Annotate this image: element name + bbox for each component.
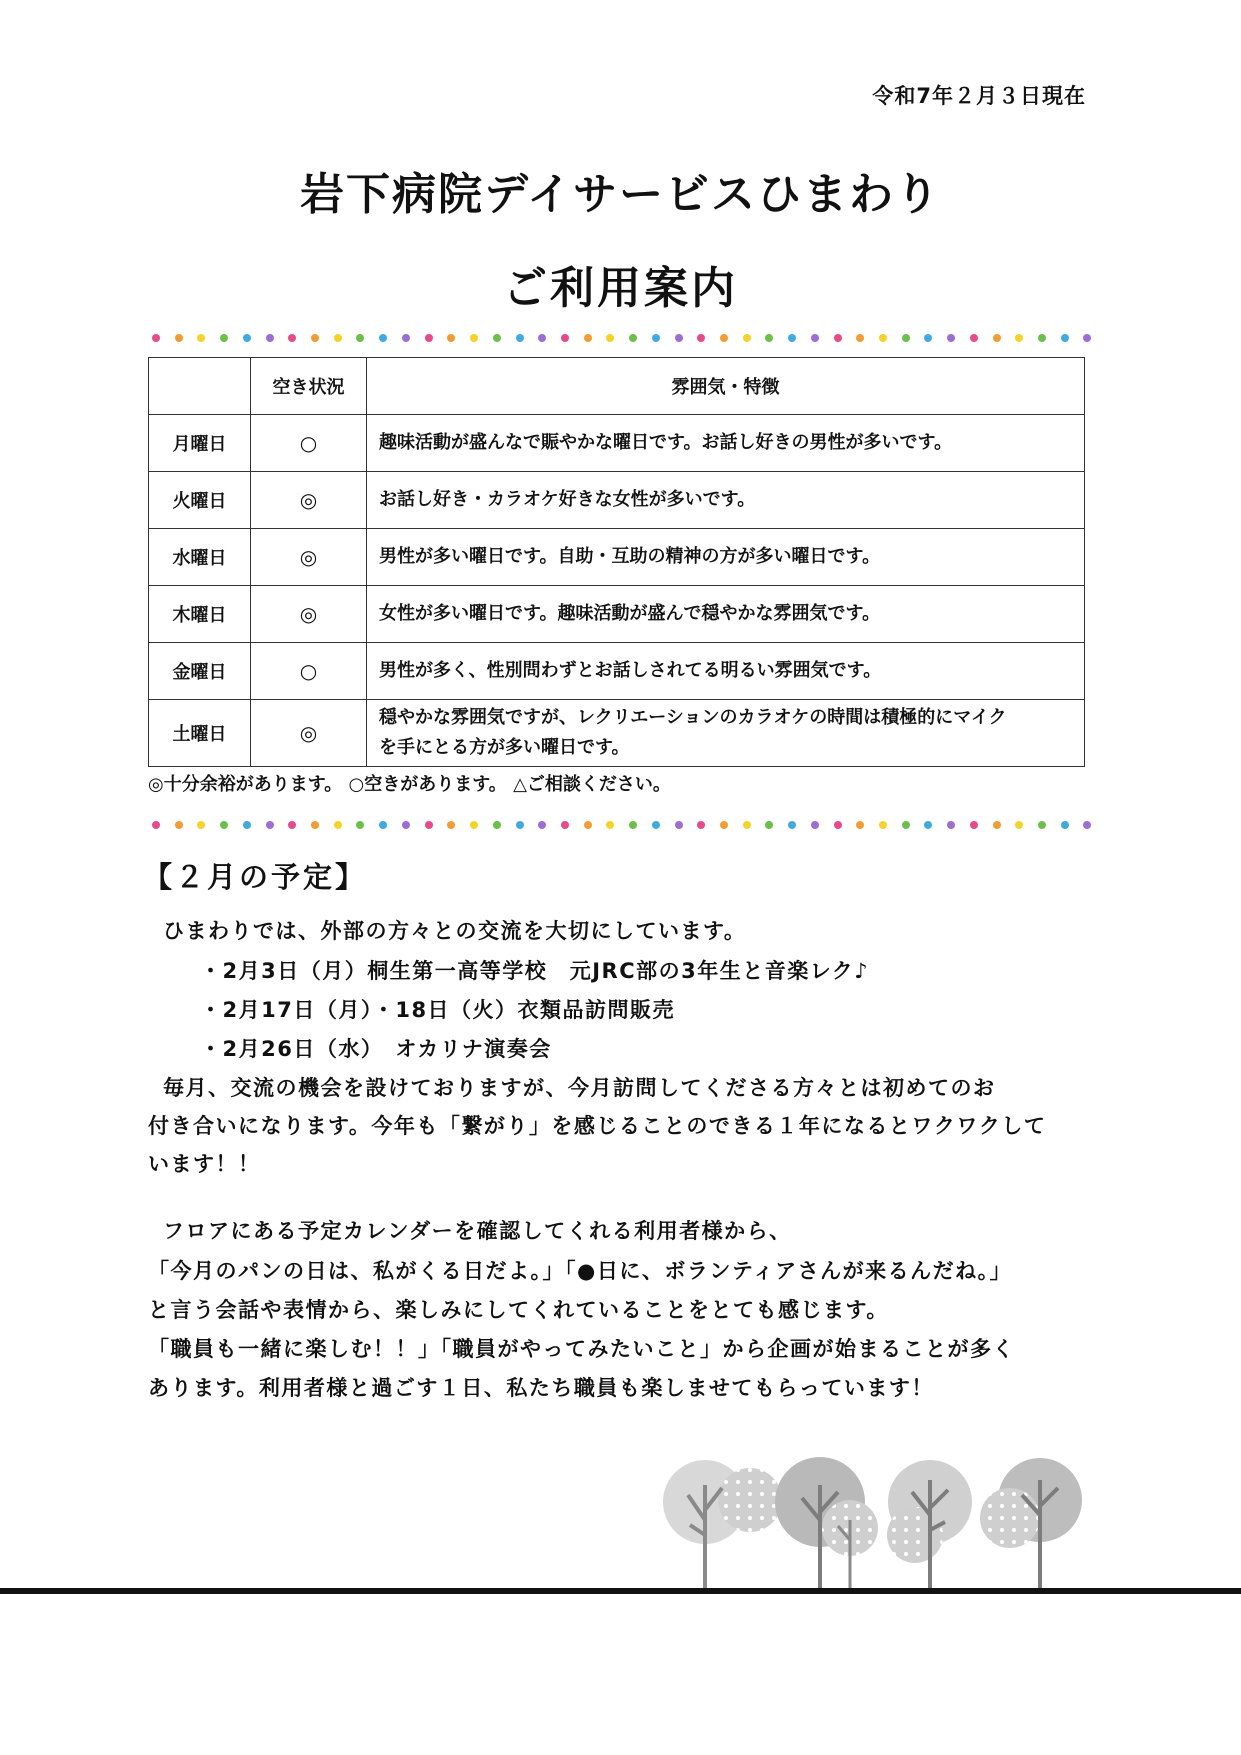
dot-icon bbox=[197, 334, 205, 342]
table-row bbox=[149, 700, 1085, 767]
dot-icon bbox=[1061, 821, 1069, 829]
dot-icon bbox=[947, 821, 955, 829]
dot-icon bbox=[175, 334, 183, 342]
dot-icon bbox=[356, 821, 364, 829]
day-cell: 水曜日 bbox=[149, 529, 251, 586]
dot-icon bbox=[470, 334, 478, 342]
dot-icon bbox=[447, 821, 455, 829]
tree-icon bbox=[663, 1460, 782, 1590]
weekly-schedule-table bbox=[148, 357, 1085, 767]
paragraph-line: 付き合いになります。今年も「繋がり」を感じることのできる１年になるとワクワクして bbox=[148, 1114, 1047, 1138]
table-row bbox=[149, 529, 1085, 586]
dot-icon bbox=[175, 821, 183, 829]
dot-icon bbox=[788, 334, 796, 342]
dot-icon bbox=[197, 821, 205, 829]
dot-icon bbox=[1038, 821, 1046, 829]
dot-icon bbox=[697, 334, 705, 342]
dot-icon bbox=[606, 821, 614, 829]
table-header-row bbox=[149, 358, 1085, 415]
dot-icon bbox=[379, 334, 387, 342]
paragraph-line: 毎月、交流の機会を設けておりますが、今月訪問してくださる方々とは初めてのお bbox=[163, 1076, 996, 1100]
dot-icon bbox=[425, 334, 433, 342]
day-cell: 木曜日 bbox=[149, 586, 251, 643]
paragraph-line: 「今月のパンの日は、私がくる日だよ。」「●日に、ボランティアさんが来るんだね。」 bbox=[148, 1259, 1013, 1283]
dot-icon bbox=[879, 334, 887, 342]
dot-icon bbox=[720, 334, 728, 342]
dot-icon bbox=[1015, 334, 1023, 342]
section-heading: 【２月の予定】 bbox=[143, 860, 368, 894]
dot-icon bbox=[811, 334, 819, 342]
dot-icon bbox=[856, 821, 864, 829]
table-row bbox=[149, 643, 1085, 700]
dot-icon bbox=[1083, 334, 1091, 342]
day-cell: 金曜日 bbox=[149, 643, 251, 700]
page-title: 岩下病院デイサービスひまわり bbox=[300, 169, 941, 220]
header-atmosphere: 雰囲気・特徴 bbox=[367, 358, 1085, 415]
availability-cell: ◎ bbox=[251, 700, 367, 767]
paragraph-line: 「職員も一緒に楽しむ！！」「職員がやってみたいこと」から企画が始まることが多く bbox=[148, 1337, 1015, 1361]
dot-icon bbox=[538, 821, 546, 829]
dot-icon bbox=[652, 821, 660, 829]
dot-icon bbox=[788, 821, 796, 829]
day-cell: 火曜日 bbox=[149, 472, 251, 529]
dot-icon bbox=[1015, 821, 1023, 829]
event-item: ・2月17日（月）・18日（火）衣類品訪問販売 bbox=[200, 998, 676, 1022]
dot-icon bbox=[856, 334, 864, 342]
dot-icon bbox=[288, 334, 296, 342]
dot-icon bbox=[652, 334, 660, 342]
dot-icon bbox=[584, 334, 592, 342]
availability-cell: ◎ bbox=[251, 529, 367, 586]
description-cell: 趣味活動が盛んなで賑やかな曜日です。お話し好きの男性が多いです。 bbox=[367, 415, 1085, 472]
day-cell: 月曜日 bbox=[149, 415, 251, 472]
dot-icon bbox=[879, 821, 887, 829]
tree-icon bbox=[887, 1460, 972, 1590]
table-row bbox=[149, 472, 1085, 529]
dot-icon bbox=[334, 334, 342, 342]
header-blank bbox=[149, 358, 251, 415]
description-line: 穏やかな雰囲気ですが、レクリエーションのカラオケの時間は積極的にマイク bbox=[379, 707, 1007, 728]
dot-icon bbox=[902, 821, 910, 829]
dot-icon bbox=[811, 821, 819, 829]
dot-icon bbox=[311, 334, 319, 342]
paragraph-line: フロアにある予定カレンダーを確認してくれる利用者様から、 bbox=[163, 1219, 792, 1243]
tree-icon bbox=[980, 1458, 1082, 1590]
tree-illustration bbox=[660, 1440, 1100, 1590]
paragraph-line: と言う会話や表情から、楽しみにしてくれていることをとても感じます。 bbox=[148, 1298, 889, 1322]
dot-icon bbox=[516, 821, 524, 829]
dot-icon bbox=[834, 334, 842, 342]
description-cell: 男性が多い曜日です。自助・互助の精神の方が多い曜日です。 bbox=[367, 529, 1085, 586]
dot-icon bbox=[720, 821, 728, 829]
dot-icon bbox=[561, 334, 569, 342]
availability-cell: ◎ bbox=[251, 472, 367, 529]
dot-icon bbox=[584, 821, 592, 829]
dot-icon bbox=[516, 334, 524, 342]
dot-icon bbox=[493, 334, 501, 342]
availability-cell: ○ bbox=[251, 415, 367, 472]
dot-icon bbox=[152, 821, 160, 829]
dot-icon bbox=[1083, 821, 1091, 829]
dot-icon bbox=[743, 334, 751, 342]
dot-icon bbox=[266, 334, 274, 342]
dot-icon bbox=[561, 821, 569, 829]
ground-line bbox=[0, 1588, 1241, 1594]
dot-icon bbox=[243, 821, 251, 829]
description-cell: 女性が多い曜日です。趣味活動が盛んで穏やかな雰囲気です。 bbox=[367, 586, 1085, 643]
dot-icon bbox=[993, 821, 1001, 829]
dot-icon bbox=[743, 821, 751, 829]
dot-icon bbox=[220, 821, 228, 829]
dot-icon bbox=[1038, 334, 1046, 342]
page-subtitle: ご利用案内 bbox=[503, 263, 738, 314]
dot-icon bbox=[606, 334, 614, 342]
event-item: ・2月26日（水） オカリナ演奏会 bbox=[200, 1037, 552, 1061]
dot-icon bbox=[311, 821, 319, 829]
dot-icon bbox=[765, 821, 773, 829]
dot-icon bbox=[765, 334, 773, 342]
dot-icon bbox=[220, 334, 228, 342]
dot-icon bbox=[834, 821, 842, 829]
dot-icon bbox=[243, 334, 251, 342]
paragraph-line: います！！ bbox=[148, 1152, 261, 1176]
dot-icon bbox=[425, 821, 433, 829]
intro-text: ひまわりでは、外部の方々との交流を大切にしています。 bbox=[163, 919, 747, 943]
description-line: を手にとる方が多い曜日です。 bbox=[379, 737, 630, 758]
dot-icon bbox=[902, 334, 910, 342]
dot-icon bbox=[334, 821, 342, 829]
header-availability: 空き状況 bbox=[251, 358, 367, 415]
dot-icon bbox=[947, 334, 955, 342]
dot-icon bbox=[629, 821, 637, 829]
dot-icon bbox=[993, 334, 1001, 342]
tree-icon bbox=[775, 1457, 878, 1590]
dot-icon bbox=[538, 334, 546, 342]
description-cell: お話し好き・カラオケ好きな女性が多いです。 bbox=[367, 472, 1085, 529]
event-item: ・2月3日（月）桐生第一高等学校 元JRC部の3年生と音楽レク♪ bbox=[200, 959, 870, 983]
description-cell bbox=[367, 700, 1085, 767]
dot-icon bbox=[379, 821, 387, 829]
dot-icon bbox=[675, 821, 683, 829]
dot-icon bbox=[470, 821, 478, 829]
dot-icon bbox=[675, 334, 683, 342]
dot-icon bbox=[288, 821, 296, 829]
availability-cell: ◎ bbox=[251, 586, 367, 643]
dot-icon bbox=[629, 334, 637, 342]
table-row bbox=[149, 415, 1085, 472]
dot-icon bbox=[970, 821, 978, 829]
description-cell: 男性が多く、性別問わずとお話しされてる明るい雰囲気です。 bbox=[367, 643, 1085, 700]
dot-divider-bottom bbox=[152, 819, 1092, 831]
dot-icon bbox=[1061, 334, 1069, 342]
paragraph-line: あります。利用者様と過ごす１日、私たち職員も楽しませてもらっています！ bbox=[148, 1376, 934, 1400]
dot-icon bbox=[493, 821, 501, 829]
dot-icon bbox=[447, 334, 455, 342]
day-cell: 土曜日 bbox=[149, 700, 251, 767]
dot-icon bbox=[402, 821, 410, 829]
availability-cell: ○ bbox=[251, 643, 367, 700]
dot-divider-top bbox=[152, 332, 1092, 344]
dot-icon bbox=[356, 334, 364, 342]
dot-icon bbox=[970, 334, 978, 342]
as-of-date: 令和7年２月３日現在 bbox=[872, 84, 1086, 108]
availability-legend: ◎十分余裕があります。 ○空きがあります。 △ご相談ください。 bbox=[148, 774, 671, 795]
dot-icon bbox=[697, 821, 705, 829]
dot-icon bbox=[924, 334, 932, 342]
dot-icon bbox=[402, 334, 410, 342]
dot-icon bbox=[266, 821, 274, 829]
dot-icon bbox=[924, 821, 932, 829]
table-row bbox=[149, 586, 1085, 643]
dot-icon bbox=[152, 334, 160, 342]
